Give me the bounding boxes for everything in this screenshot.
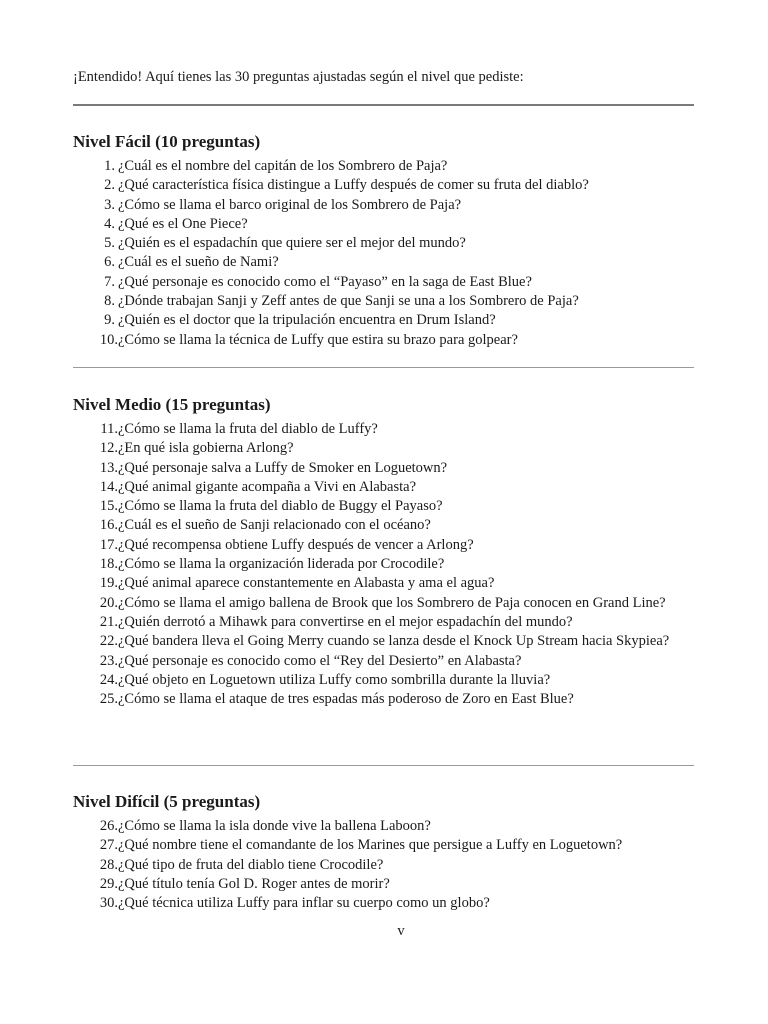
intro-text: ¡Entendido! Aquí tienes las 30 preguntas ajustadas según el nivel que pediste: [73,69,524,85]
question-item [73,875,683,894]
question-item [73,439,683,458]
question-item [73,516,683,535]
page-number: v [397,923,405,939]
question-text: ¿Cuál es el nombre del capitán de los Sombrero de Paja? [118,158,448,174]
question-number: 12. [99,440,118,457]
question-item [73,671,683,690]
question-number: 10. [99,331,118,348]
question-item [73,273,683,292]
question-text: ¿Quién es el espadachín que quiere ser el mejor del mundo? [118,235,466,252]
question-item [73,652,683,671]
question-text: ¿En qué isla gobierna Arlong? [118,440,294,457]
question-text: ¿Qué bandera lleva el Going Merry cuando se lanza desde el Knock Up Stream hacia Skypiea? [118,633,670,650]
question-list-dificil [73,817,683,913]
question-text: ¿Qué nombre tiene el comandante de los Marines que persigue a Luffy en Loguetown? [118,837,623,854]
question-text: ¿Cómo se llama el barco original de los Sombrero de Paja? [118,196,462,213]
question-number: 7. [104,273,115,290]
question-text: ¿Quién derrotó a Mihawk para convertirse en el mejor espadachín del mundo? [118,613,573,630]
question-item [73,836,683,855]
question-text: ¿Qué personaje es conocido como el “Payaso” en la saga de East Blue? [118,273,532,290]
question-number: 26. [99,818,118,834]
question-number: 17. [99,536,118,553]
question-number: 3. [104,196,115,213]
divider-2 [73,765,694,766]
question-number: 8. [104,293,115,310]
question-text: ¿Cómo se llama la isla donde vive la ballena Laboon? [118,818,431,834]
section-heading-medio: Nivel Medio (15 preguntas) [73,395,271,414]
section-heading-dificil: Nivel Difícil (5 preguntas) [73,792,261,811]
question-text: ¿Qué animal aparece constantemente en Alabasta y ama el agua? [118,575,495,592]
question-number: 29. [99,875,118,892]
question-number: 22. [99,633,118,650]
question-item [73,196,683,215]
question-item [73,690,683,709]
question-text: ¿Qué tipo de fruta del diablo tiene Crocodile? [118,856,384,873]
question-text: ¿Qué recompensa obtiene Luffy después de vencer a Arlong? [118,536,474,553]
question-number: 21. [99,613,118,630]
question-number: 5. [104,235,115,252]
question-item [73,574,683,593]
question-number: 4. [104,215,115,232]
question-text: ¿Qué animal gigante acompaña a Vivi en Alabasta? [118,478,417,495]
question-item [73,420,683,439]
question-item [73,497,683,516]
question-text: ¿Cómo se llama la fruta del diablo de Buggy el Payaso? [118,498,443,515]
question-number: 15. [99,498,118,515]
question-item [73,459,683,478]
question-text: ¿Quién es el doctor que la tripulación encuentra en Drum Island? [118,312,496,329]
question-number: 6. [104,254,115,271]
question-text: ¿Qué objeto en Loguetown utiliza Luffy como sombrilla durante la lluvia? [118,671,551,688]
question-item [73,894,683,913]
question-item [73,176,683,195]
question-list-facil [73,157,683,350]
question-item [73,555,683,574]
question-number: 27. [99,837,118,854]
question-item [73,613,683,632]
question-text: ¿Cuál es el sueño de Sanji relacionado con el océano? [118,517,431,534]
question-number: 1. [104,158,115,174]
question-text: ¿Cómo se llama el amigo ballena de Brook que los Sombrero de Paja conocen en Grand Line? [118,594,666,611]
question-item [73,157,683,176]
question-number: 28. [99,856,118,873]
question-number: 24. [99,671,118,688]
question-item [73,253,683,272]
question-text: ¿Dónde trabajan Sanji y Zeff antes de que Sanji se una a los Sombrero de Paja? [118,293,579,310]
question-number: 30. [99,895,118,912]
divider-1 [73,367,694,368]
question-item [73,292,683,311]
question-item [73,594,683,613]
question-item [73,311,683,330]
question-number: 9. [104,312,115,329]
question-text: ¿Qué personaje es conocido como el “Rey del Desierto” en Alabasta? [118,652,522,669]
section-heading-facil: Nivel Fácil (10 preguntas) [73,132,261,151]
question-number: 25. [99,691,118,708]
question-item [73,478,683,497]
question-number: 19. [99,575,118,592]
question-number: 20. [99,594,118,611]
question-text: ¿Qué técnica utiliza Luffy para inflar su cuerpo como un globo? [118,895,490,912]
question-text: ¿Cuál es el sueño de Nami? [118,254,279,271]
question-text: ¿Qué título tenía Gol D. Roger antes de morir? [118,875,390,892]
question-list-medio [73,420,683,709]
question-text: ¿Qué característica física distingue a Luffy después de comer su fruta del diablo? [118,177,589,194]
question-item [73,536,683,555]
question-text: ¿Cómo se llama el ataque de tres espadas más poderoso de Zoro en East Blue? [118,691,574,708]
question-item [73,632,683,651]
question-number: 13. [99,459,118,476]
question-number: 14. [99,478,118,495]
question-number: 18. [99,556,118,573]
question-text: ¿Cómo se llama la organización liderada por Crocodile? [118,556,445,573]
question-text: ¿Qué es el One Piece? [118,215,248,232]
question-number: 16. [99,517,118,534]
question-number: 2. [104,177,115,194]
question-item [73,234,683,253]
question-item [73,331,683,350]
question-text: ¿Cómo se llama la técnica de Luffy que estira su brazo para golpear? [118,331,518,348]
question-text: ¿Cómo se llama la fruta del diablo de Luffy? [118,421,378,437]
question-item [73,856,683,875]
question-item [73,215,683,234]
question-number: 11. [100,421,118,437]
divider-top [73,104,694,106]
question-item [73,817,683,836]
question-text: ¿Qué personaje salva a Luffy de Smoker en Loguetown? [118,459,448,476]
question-number: 23. [99,652,118,669]
